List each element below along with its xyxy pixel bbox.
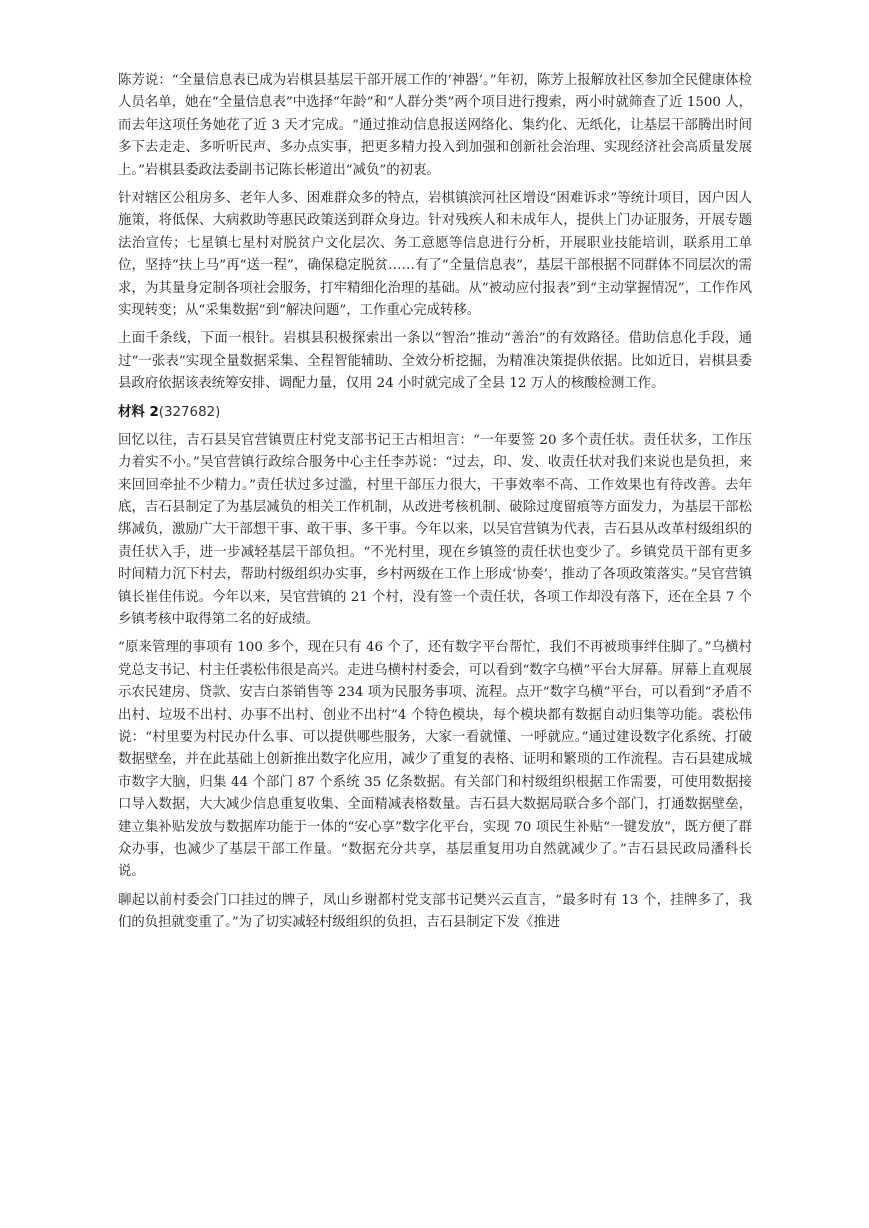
section-heading-code: (327682) <box>158 404 221 420</box>
paragraph-2: 针对辖区公租房多、老年人多、困难群众多的特点，岩棋镇滨河社区增设“困难诉求”等统计项目，因户因人施策，将低保、大病救助等惠民政策送到群众身边。针对残疾人和未成年人，提供上门办证服务，开展专题法治宣传；七星镇七星村对脱贫户文化层次、务工意愿等信息进行分析，开展职业技能培训，联系用工单位，坚持“扶上马”再“送一程”，确保稳定脱贫……有了“全量信息表”，基层干部根据不同群体不同层次的需求，为其量身定制各项社会服务，打牢精细化治理的基础。从“被动应付报表”到“主动掌握情况”，工作作风实现转变；从“采集数据”到“解决问题”，工作重心完成转移。 <box>118 191 752 319</box>
paragraph-1: 陈芳说：“全量信息表已成为岩棋县基层干部开展工作的‘神器’。”年初，陈芳上报解放社区参加全民健康体检人员名单，她在“全量信息表”中选择“年龄”和“人群分类”两个项目进行搜索，两小时就筛查了近 1500 人，而去年这项任务她花了近 3 天才完成。“通过推动信息报送网络化、集约化、无纸化，让基层干部腾出时间多下去走走、多听听民声、多办点实事，把更多精力投入到加强和创新社会治理、实现经济社会高质量发展上。”岩棋县委政法委副书记陈长彬道出“减负”的初衷。 <box>118 73 752 178</box>
section-heading-title: 材料 2 <box>118 404 159 420</box>
paragraph-4: 回忆以往，吉石县吴官营镇贾庄村党支部书记王古相坦言：“一年要签 20 多个责任状。责任状多，工作压力着实不小。”吴官营镇行政综合服务中心主任李苏说：“过去，印、发、收责任状对我们来说也是负担，来来回回牵扯不少精力。”责任状过多过滥，村里干部压力很大，干事效率不高、工作效果也有待改善。去年底，吉石县制定了为基层减负的相关工作机制，从改进考核机制、破除过度留痕等方面发力，为基层干部松绑减负，激励广大干部想干事、敢干事、多干事。今年以来，以吴官营镇为代表，吉石县从改革村级组织的责任状入手，进一步减轻基层干部负担。“不光村里，现在乡镇签的责任状也变少了。乡镇党员干部有更多时间精力沉下村去，帮助村级组织办实事，乡村两级在工作上形成‘协奏’，推动了各项政策落实。”吴官营镇镇长崔佳伟说。今年以来，吴官营镇的 21 个村，没有签一个责任状，各项工作却没有落下，还在全县 7 个乡镇考核中取得第二名的好成绩。 <box>118 432 752 627</box>
section-heading <box>118 402 752 424</box>
paragraph-6: 聊起以前村委会门口挂过的牌子，凤山乡谢都村党支部书记樊兴云直言，“最多时有 13 个，挂牌多了，我们的负担就变重了。”为了切实减轻村级组织的负担，吉石县制定下发《推进 <box>118 892 752 931</box>
paragraph-5: “原来管理的事项有 100 多个，现在只有 46 个了，还有数字平台帮忙，我们不再被琐事绊住脚了。”乌横村党总支书记、村主任裘松伟很是高兴。走进乌横村村委会，可以看到“数字乌横”平台大屏幕。屏幕上直观展示农民建房、贷款、安吉白茶销售等 234 项为民服务事项、流程。点开“数字乌横”平台，可以看到“矛盾不出村、垃圾不出村、办事不出村、创业不出村”4 个特色模块，每个模块都有数据自动归集等功能。裘松伟说：“村里要为村民办什么事、可以提供哪些服务，大家一看就懂、一呼就应。”通过建设数字化系统、打破数据壁垒，并在此基础上创新推出数字化应用，减少了重复的表格、证明和繁琐的工作流程。吉石县建成城市数字大脑，归集 44 个部门 87 个系统 35 亿条数据。有关部门和村级组织根据工作需要，可使用数据接口导入数据，大大减少信息重复收集、全面精减表格数量。吉石县大数据局联合多个部门，打通数据壁垒，建立集补贴发放与数据库功能于一体的“安心享”数字化平台，实现 70 项民生补贴“一键发放”，既方便了群众办事，也减少了基层干部工作量。“数据充分共享，基层重复用功自然就减少了。”吉石县民政局潘科长说。 <box>118 640 752 880</box>
document-page <box>118 70 752 941</box>
paragraph-3: 上面千条线，下面一根针。岩棋县积极探索出一条以“智治”推动“善治”的有效路径。借助信息化手段，通过“一张表”实现全量数据采集、全程智能辅助、全效分析挖掘，为精准决策提供依据。比如近日，岩棋县委县政府依据该表统筹安排、调配力量，仅用 24 小时就完成了全县 12 万人的核酸检测工作。 <box>118 331 752 392</box>
